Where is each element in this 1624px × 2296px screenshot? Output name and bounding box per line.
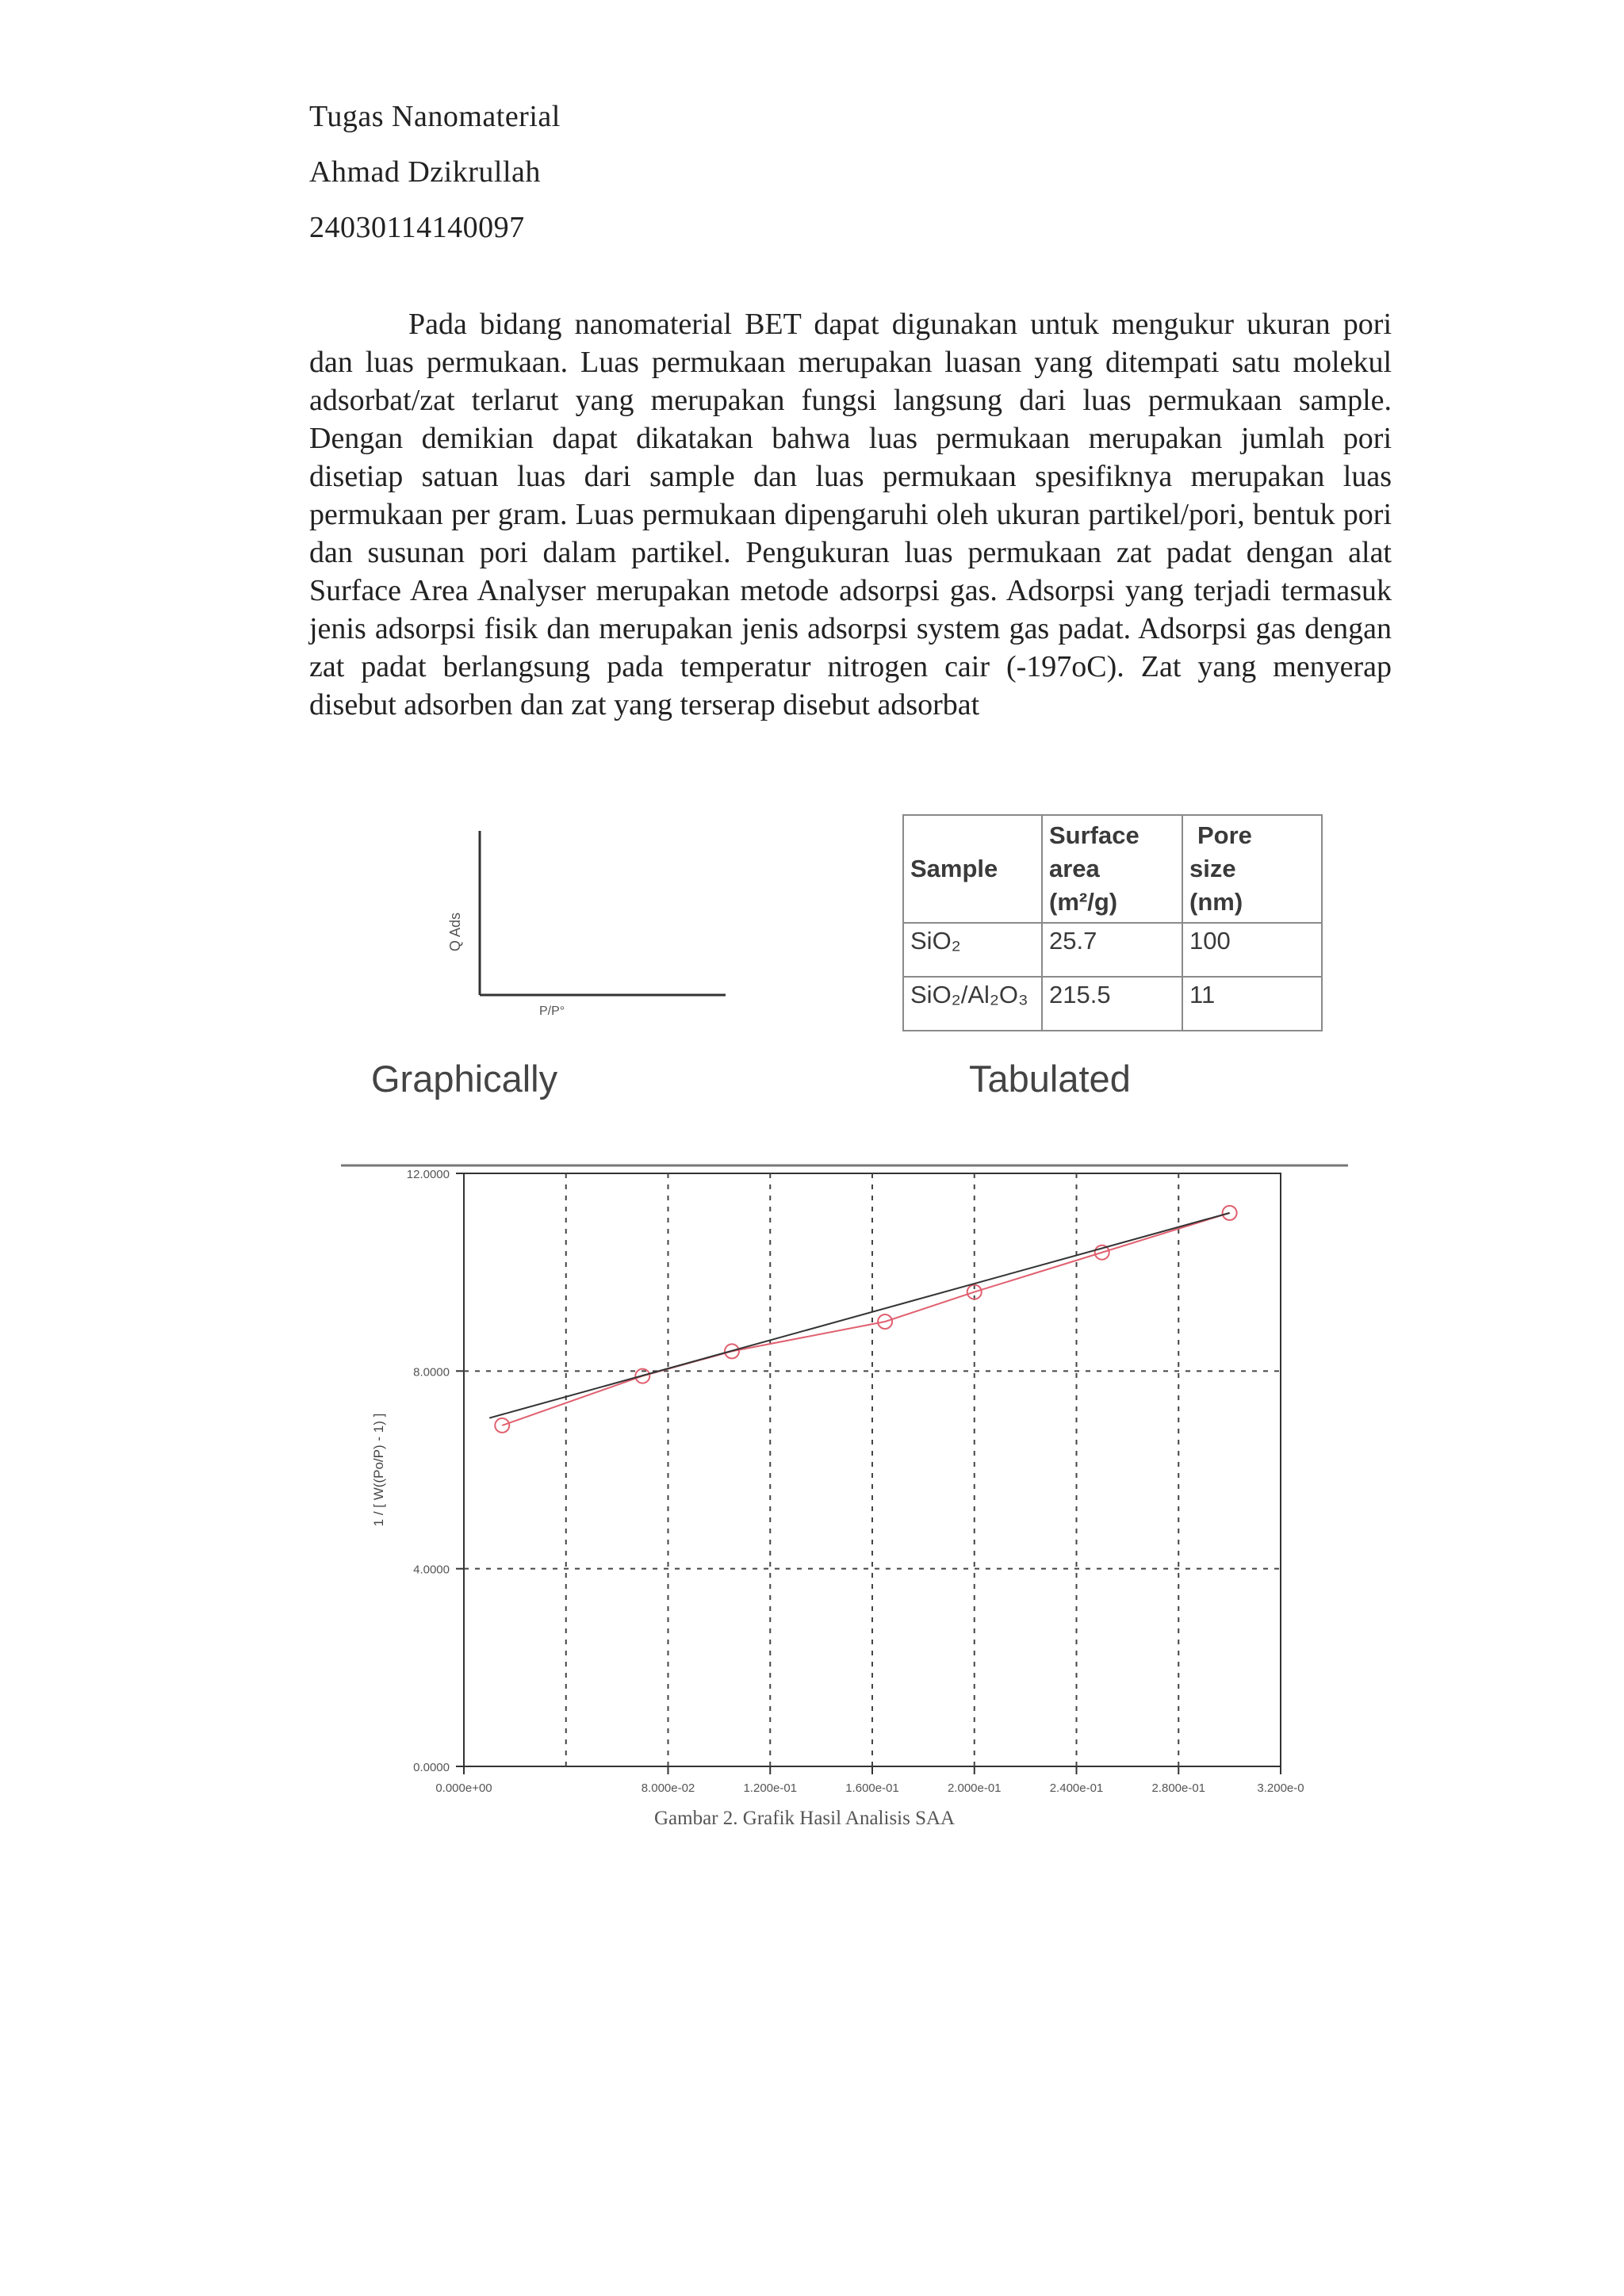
table-row <box>903 977 1322 1031</box>
x-tick-label: 1.200e-01 <box>743 1781 798 1795</box>
cell-sample: SiO₂ <box>903 923 1042 977</box>
x-tick-label: 3.200e-0 <box>1257 1781 1304 1795</box>
bet-plot <box>341 1154 1364 1851</box>
fit-line <box>489 1213 1229 1418</box>
header-pore-size: Pore size (nm) <box>1182 815 1322 923</box>
sketch-plot <box>396 825 753 1023</box>
header-surface-area: Surface area (m²/g) <box>1042 815 1182 923</box>
body-paragraph: Pada bidang nanomaterial BET dapat digunakan untuk mengukur ukuran pori dan luas permukaan. Luas permukaan merupakan luasan yang ditempati satu molekul adsorbat/zat terlarut yang merupakan fungsi langsung dari luas permukaan sample. Dengan demikian dapat dikatakan bahwa luas permukaan merupakan jumlah pori disetiap satuan luas dari sample dan luas permukaan spesifiknya merupakan luas permukaan per gram. Luas permukaan dipengaruhi oleh ukuran partikel/pori, bentuk pori dan susunan pori dalam partikel. Pengukuran luas permukaan zat padat dengan alat Surface Area Analyser merupakan metode adsorpsi gas. Adsorpsi yang terjadi termasuk jenis adsorpsi fisik dan merupakan jenis adsorpsi system gas padat. Adsorpsi gas dengan zat padat berlangsung pada temperatur nitrogen cair (-197oC). Zat yang menyerap disebut adsorben dan zat yang terserap disebut adsorbat <box>309 308 1392 721</box>
cell-pore-size: 100 <box>1182 923 1322 977</box>
cell-pore-size: 11 <box>1182 977 1322 1031</box>
cell-sample: SiO₂/Al₂O₃ <box>903 977 1042 1031</box>
cell-surface-area: 25.7 <box>1042 923 1182 977</box>
cell-surface-area: 215.5 <box>1042 977 1182 1031</box>
x-tick-label: 1.600e-01 <box>845 1781 899 1795</box>
table-row <box>903 923 1322 977</box>
sketch-xlabel: P/P° <box>539 1004 565 1018</box>
header-sample: Sample <box>903 815 1042 923</box>
y-tick-label: 4.0000 <box>413 1563 450 1577</box>
x-tick-label: 2.800e-01 <box>1151 1781 1206 1795</box>
student-id: 24030114140097 <box>309 211 525 244</box>
x-tick-label: 0.000e+00 <box>435 1781 492 1795</box>
y-tick-label: 12.0000 <box>406 1168 450 1181</box>
data-point <box>495 1418 509 1433</box>
x-tick-label: 8.000e-02 <box>641 1781 695 1795</box>
y-axis-label: 1 / [ W((Po/P) - 1) ] <box>371 1413 386 1527</box>
figure-caption: Gambar 2. Grafik Hasil Analisis SAA <box>654 1808 956 1829</box>
author-name: Ahmad Dzikrullah <box>309 155 541 189</box>
data-line <box>502 1213 1229 1425</box>
tabulated-caption: Tabulated <box>969 1058 1131 1100</box>
y-tick-label: 8.0000 <box>413 1365 450 1380</box>
x-tick-label: 2.400e-01 <box>1049 1781 1104 1795</box>
x-tick-label: 2.000e-01 <box>947 1781 1002 1795</box>
sketch-ylabel: Q Ads <box>447 912 463 951</box>
y-tick-label: 0.0000 <box>413 1761 450 1774</box>
bet-results-table <box>902 814 1323 1031</box>
graphically-caption: Graphically <box>371 1058 558 1100</box>
course-title: Tugas Nanomaterial <box>309 100 561 133</box>
